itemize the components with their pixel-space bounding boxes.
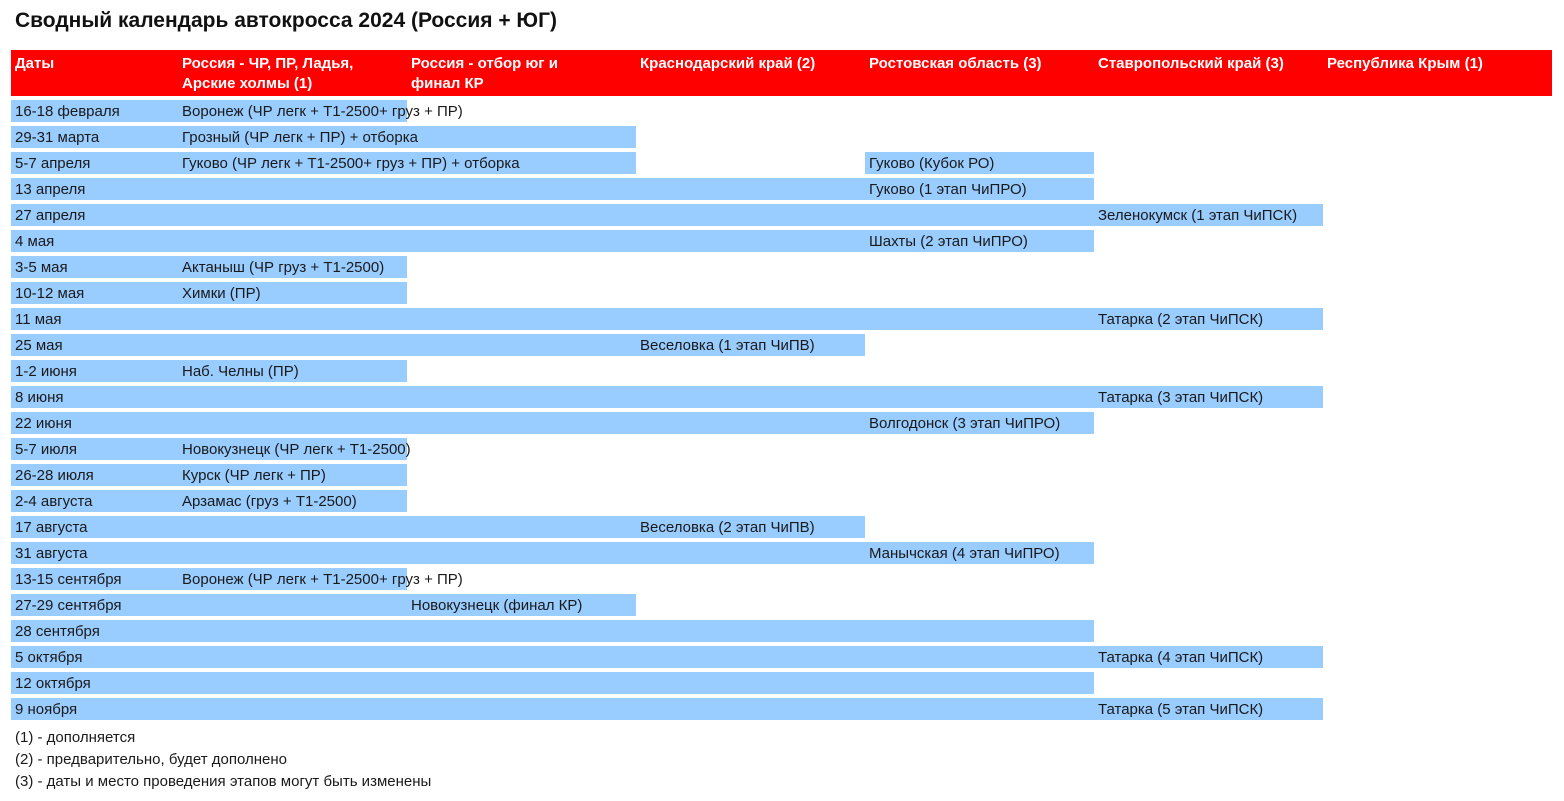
- event-cell: Курск (ЧР легк + ПР): [182, 467, 326, 484]
- date-cell: 26-28 июля: [15, 467, 94, 484]
- event-cell: Татарка (4 этап ЧиПСК): [1098, 649, 1264, 666]
- footnotes: [15, 727, 431, 793]
- event-cell: Гуково (ЧР легк + Т1-2500+ груз + ПР) + отборка: [182, 155, 520, 172]
- date-cell: 5-7 июля: [15, 441, 78, 458]
- event-cell: Зеленокумск (1 этап ЧиПСК): [1098, 207, 1298, 224]
- date-cell: 13-15 сентября: [15, 571, 122, 588]
- column-header-4: Ростовская область (3): [869, 55, 1042, 72]
- event-cell: Арзамас (груз + Т1-2500): [182, 493, 357, 510]
- date-cell: 2-4 августа: [15, 493, 93, 510]
- date-cell: 25 мая: [15, 337, 63, 354]
- event-cell: Татарка (2 этап ЧиПСК): [1098, 311, 1264, 328]
- date-cell: 31 августа: [15, 545, 88, 562]
- table-header: [11, 50, 1552, 96]
- date-cell: 5-7 апреля: [15, 155, 91, 172]
- column-header-6: Республика Крым (1): [1327, 55, 1483, 72]
- date-cell: 17 августа: [15, 519, 88, 536]
- event-cell: Новокузнецк (финал КР): [411, 597, 583, 614]
- date-cell: 10-12 мая: [15, 285, 85, 302]
- column-header-5: Ставропольский край (3): [1098, 55, 1284, 72]
- event-cell: Актаныш (ЧР груз + Т1-2500): [182, 259, 385, 276]
- date-cell: 22 июня: [15, 415, 72, 432]
- date-cell: 27-29 сентября: [15, 597, 122, 614]
- event-cell: Воронеж (ЧР легк + Т1-2500+ груз + ПР): [182, 103, 463, 120]
- event-cell: Гуково (Кубок РО): [869, 155, 995, 172]
- date-cell: 1-2 июня: [15, 363, 77, 380]
- date-cell: 12 октября: [15, 675, 91, 692]
- footnote-1: (1) - дополняется: [15, 729, 136, 746]
- event-cell: Грозный (ЧР легк + ПР) + отборка: [182, 129, 418, 146]
- date-cell: 29-31 марта: [15, 129, 100, 146]
- event-cell: Воронеж (ЧР легк + Т1-2500+ груз + ПР): [182, 571, 463, 588]
- footnote-3: (3) - даты и место проведения этапов могут быть изменены: [15, 773, 432, 790]
- date-cell: 5 октября: [15, 649, 83, 666]
- event-cell: Волгодонск (3 этап ЧиПРО): [869, 415, 1061, 432]
- row-band: [11, 620, 1094, 642]
- date-cell: 28 сентября: [15, 623, 100, 640]
- event-cell: Гуково (1 этап ЧиПРО): [869, 181, 1027, 198]
- event-cell: Наб. Челны (ПР): [182, 363, 299, 380]
- footnote-2: (2) - предварительно, будет дополнено: [15, 751, 287, 768]
- date-cell: 11 мая: [15, 311, 62, 328]
- column-header-0: Даты: [15, 55, 55, 72]
- date-cell: 9 ноября: [15, 701, 78, 718]
- column-header-3: Краснодарский край (2): [640, 55, 816, 72]
- date-cell: 3-5 мая: [15, 259, 68, 276]
- date-cell: 4 мая: [15, 233, 55, 250]
- date-cell: 16-18 февраля: [15, 103, 120, 120]
- event-cell: Манычская (4 этап ЧиПРО): [869, 545, 1060, 562]
- column-header-2: Россия - отбор юг и финал КР: [411, 55, 558, 92]
- date-cell: 27 апреля: [15, 207, 86, 224]
- date-cell: 13 апреля: [15, 181, 86, 198]
- event-cell: Химки (ПР): [182, 285, 261, 302]
- event-cell: Татарка (5 этап ЧиПСК): [1098, 701, 1264, 718]
- event-cell: Шахты (2 этап ЧиПРО): [869, 233, 1028, 250]
- column-header-1: Россия - ЧР, ПР, Ладья, Арские холмы (1): [182, 55, 354, 92]
- page-title: Сводный календарь автокросса 2024 (Россия + ЮГ): [15, 9, 557, 32]
- event-cell: Новокузнецк (ЧР легк + Т1-2500): [182, 441, 411, 458]
- date-cell: 8 июня: [15, 389, 64, 406]
- event-cell: Веселовка (1 этап ЧиПВ): [640, 337, 815, 354]
- event-cell: Татарка (3 этап ЧиПСК): [1098, 389, 1264, 406]
- event-cell: Веселовка (2 этап ЧиПВ): [640, 519, 815, 536]
- row-band: [11, 672, 1094, 694]
